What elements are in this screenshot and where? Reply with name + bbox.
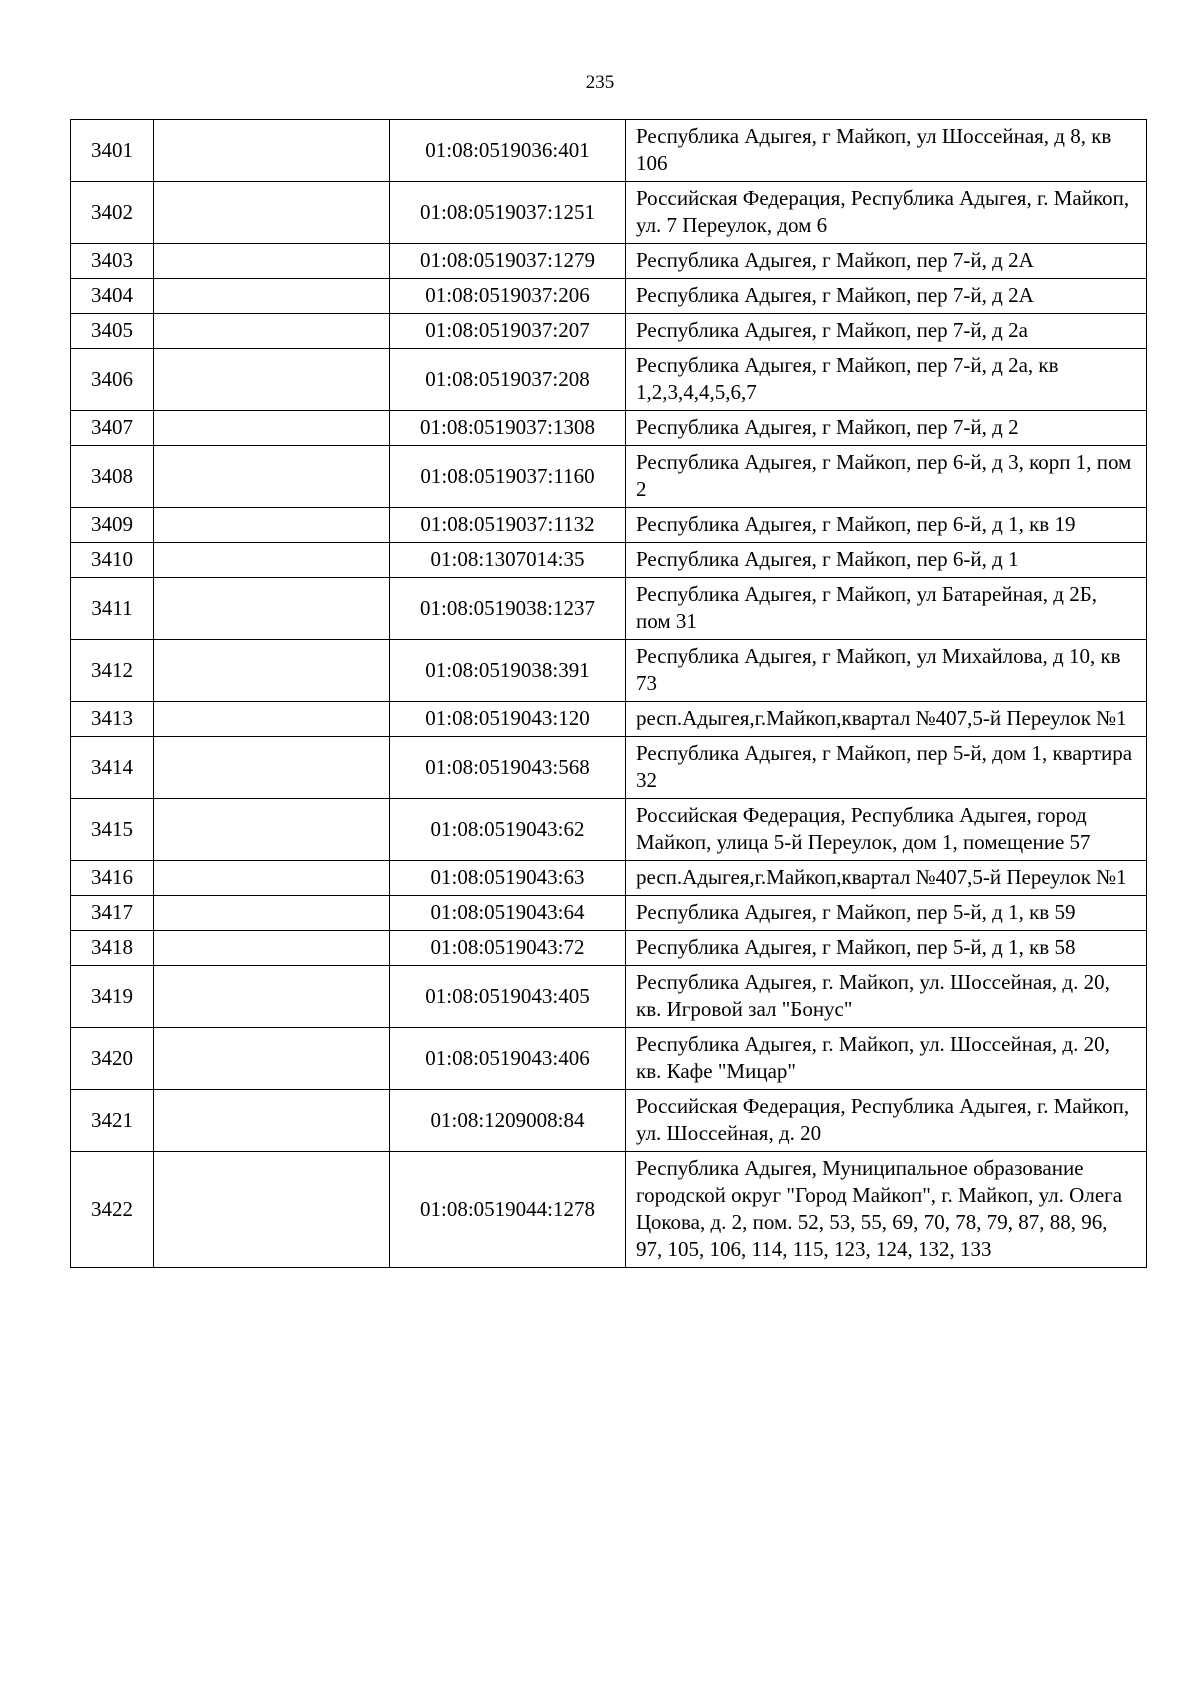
object-name-cell — [154, 314, 390, 349]
cadastral-number-cell: 01:08:0519037:207 — [390, 314, 626, 349]
table-row — [71, 314, 1147, 349]
object-name-cell — [154, 931, 390, 966]
row-number-cell: 3420 — [71, 1028, 154, 1090]
table-row — [71, 737, 1147, 799]
address-cell: Республика Адыгея, г Майкоп, пер 6-й, д 3, корп 1, пом 2 — [626, 446, 1147, 508]
cadastral-number-cell: 01:08:0519037:208 — [390, 349, 626, 411]
row-number-cell: 3411 — [71, 578, 154, 640]
table-row — [71, 120, 1147, 182]
table-row — [71, 702, 1147, 737]
object-name-cell — [154, 349, 390, 411]
address-cell: Республика Адыгея, г Майкоп, пер 7-й, д 2а, кв 1,2,3,4,4,5,6,7 — [626, 349, 1147, 411]
cadastral-number-cell: 01:08:0519037:206 — [390, 279, 626, 314]
object-name-cell — [154, 543, 390, 578]
object-name-cell — [154, 1090, 390, 1152]
object-name-cell — [154, 279, 390, 314]
row-number-cell: 3418 — [71, 931, 154, 966]
table-row — [71, 543, 1147, 578]
object-name-cell — [154, 640, 390, 702]
object-name-cell — [154, 1028, 390, 1090]
cadastral-number-cell: 01:08:0519043:568 — [390, 737, 626, 799]
row-number-cell: 3414 — [71, 737, 154, 799]
table-row — [71, 578, 1147, 640]
object-name-cell — [154, 120, 390, 182]
row-number-cell: 3404 — [71, 279, 154, 314]
address-cell: Российская Федерация, Республика Адыгея, г. Майкоп, ул. Шоссейная, д. 20 — [626, 1090, 1147, 1152]
cadastral-number-cell: 01:08:0519043:63 — [390, 861, 626, 896]
table-row — [71, 799, 1147, 861]
page-number: 235 — [585, 72, 615, 93]
row-number-cell: 3401 — [71, 120, 154, 182]
table-row — [71, 640, 1147, 702]
cadastral-number-cell: 01:08:1307014:35 — [390, 543, 626, 578]
address-cell: респ.Адыгея,г.Майкоп,квартал №407,5-й Переулок №1 — [626, 861, 1147, 896]
address-cell: Республика Адыгея, г Майкоп, пер 7-й, д 2а — [626, 314, 1147, 349]
cadastral-number-cell: 01:08:0519043:406 — [390, 1028, 626, 1090]
address-cell: Республика Адыгея, г Майкоп, пер 6-й, д 1 — [626, 543, 1147, 578]
address-cell: Республика Адыгея, г Майкоп, пер 7-й, д 2 — [626, 411, 1147, 446]
cadastral-number-cell: 01:08:1209008:84 — [390, 1090, 626, 1152]
object-name-cell — [154, 244, 390, 279]
address-cell: Российская Федерация, Республика Адыгея, город Майкоп, улица 5-й Переулок, дом 1, помещение 57 — [626, 799, 1147, 861]
object-name-cell — [154, 799, 390, 861]
object-name-cell — [154, 411, 390, 446]
address-cell: респ.Адыгея,г.Майкоп,квартал №407,5-й Переулок №1 — [626, 702, 1147, 737]
address-cell: Республика Адыгея, г Майкоп, пер 5-й, дом 1, квартира 32 — [626, 737, 1147, 799]
address-cell: Республика Адыгея, г Майкоп, пер 5-й, д 1, кв 58 — [626, 931, 1147, 966]
object-name-cell — [154, 737, 390, 799]
row-number-cell: 3405 — [71, 314, 154, 349]
table-row — [71, 931, 1147, 966]
address-cell: Республика Адыгея, г Майкоп, пер 6-й, д 1, кв 19 — [626, 508, 1147, 543]
address-cell: Республика Адыгея, г. Майкоп, ул. Шоссейная, д. 20, кв. Игровой зал "Бонус" — [626, 966, 1147, 1028]
address-cell: Республика Адыгея, г Майкоп, пер 5-й, д 1, кв 59 — [626, 896, 1147, 931]
cadastral-number-cell: 01:08:0519036:401 — [390, 120, 626, 182]
table-row — [71, 411, 1147, 446]
registry-table — [70, 119, 1147, 1268]
address-cell: Республика Адыгея, г Майкоп, ул Батарейная, д 2Б, пом 31 — [626, 578, 1147, 640]
address-cell: Республика Адыгея, г Майкоп, пер 7-й, д 2А — [626, 279, 1147, 314]
row-number-cell: 3409 — [71, 508, 154, 543]
table-row — [71, 1152, 1147, 1268]
object-name-cell — [154, 578, 390, 640]
registry-table-body — [71, 120, 1147, 1268]
row-number-cell: 3408 — [71, 446, 154, 508]
object-name-cell — [154, 508, 390, 543]
table-row — [71, 244, 1147, 279]
row-number-cell: 3407 — [71, 411, 154, 446]
cadastral-number-cell: 01:08:0519037:1308 — [390, 411, 626, 446]
cadastral-number-cell: 01:08:0519044:1278 — [390, 1152, 626, 1268]
address-cell: Республика Адыгея, г. Майкоп, ул. Шоссейная, д. 20, кв. Кафе "Мицар" — [626, 1028, 1147, 1090]
table-row — [71, 279, 1147, 314]
cadastral-number-cell: 01:08:0519037:1132 — [390, 508, 626, 543]
cadastral-number-cell: 01:08:0519037:1279 — [390, 244, 626, 279]
cadastral-number-cell: 01:08:0519043:64 — [390, 896, 626, 931]
row-number-cell: 3416 — [71, 861, 154, 896]
object-name-cell — [154, 896, 390, 931]
row-number-cell: 3421 — [71, 1090, 154, 1152]
cadastral-number-cell: 01:08:0519043:405 — [390, 966, 626, 1028]
object-name-cell — [154, 1152, 390, 1268]
cadastral-number-cell: 01:08:0519038:391 — [390, 640, 626, 702]
cadastral-number-cell: 01:08:0519043:72 — [390, 931, 626, 966]
object-name-cell — [154, 966, 390, 1028]
row-number-cell: 3419 — [71, 966, 154, 1028]
cadastral-number-cell: 01:08:0519043:120 — [390, 702, 626, 737]
object-name-cell — [154, 446, 390, 508]
row-number-cell: 3410 — [71, 543, 154, 578]
row-number-cell: 3417 — [71, 896, 154, 931]
address-cell: Республика Адыгея, г Майкоп, ул Михайлова, д 10, кв 73 — [626, 640, 1147, 702]
address-cell: Российская Федерация, Республика Адыгея, г. Майкоп, ул. 7 Переулок, дом 6 — [626, 182, 1147, 244]
row-number-cell: 3422 — [71, 1152, 154, 1268]
row-number-cell: 3415 — [71, 799, 154, 861]
address-cell: Республика Адыгея, г Майкоп, пер 7-й, д 2А — [626, 244, 1147, 279]
table-row — [71, 182, 1147, 244]
table-row — [71, 966, 1147, 1028]
cadastral-number-cell: 01:08:0519037:1251 — [390, 182, 626, 244]
table-row — [71, 861, 1147, 896]
address-cell: Республика Адыгея, Муниципальное образование городской округ "Город Майкоп", г. Майкоп, ул. Олега Цокова, д. 2, пом. 52, 53, 55, 69, 70, 78, 79, 87, 88, 96, 97, 105, 106, 114, 115, 123, 124, 132, 133 — [626, 1152, 1147, 1268]
row-number-cell: 3403 — [71, 244, 154, 279]
cadastral-number-cell: 01:08:0519043:62 — [390, 799, 626, 861]
object-name-cell — [154, 182, 390, 244]
row-number-cell: 3412 — [71, 640, 154, 702]
table-row — [71, 446, 1147, 508]
object-name-cell — [154, 861, 390, 896]
object-name-cell — [154, 702, 390, 737]
table-row — [71, 896, 1147, 931]
table-row — [71, 1028, 1147, 1090]
row-number-cell: 3402 — [71, 182, 154, 244]
table-row — [71, 508, 1147, 543]
row-number-cell: 3413 — [71, 702, 154, 737]
table-row — [71, 349, 1147, 411]
table-row — [71, 1090, 1147, 1152]
row-number-cell: 3406 — [71, 349, 154, 411]
cadastral-number-cell: 01:08:0519038:1237 — [390, 578, 626, 640]
cadastral-number-cell: 01:08:0519037:1160 — [390, 446, 626, 508]
address-cell: Республика Адыгея, г Майкоп, ул Шоссейная, д 8, кв 106 — [626, 120, 1147, 182]
